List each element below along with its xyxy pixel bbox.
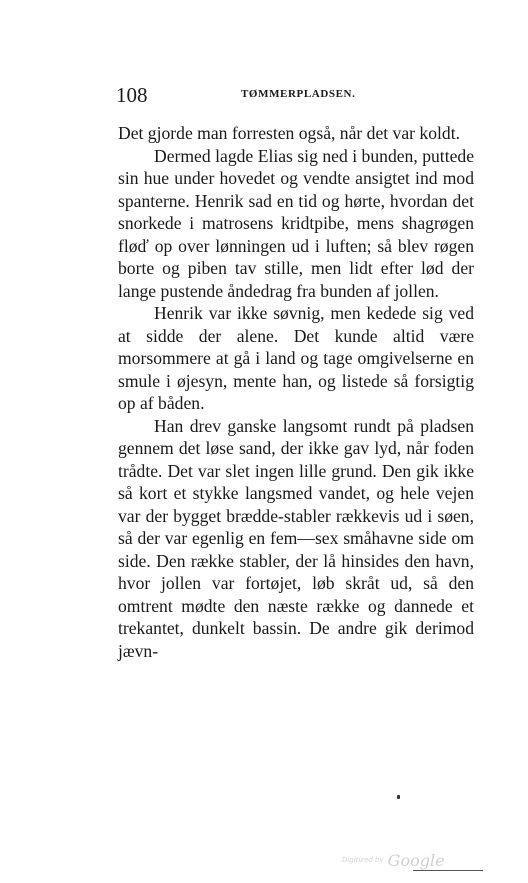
paragraph-4: Han drev ganske langsomt rundt på pladsen gennem det løse sand, der ikke gav lyd, når foden trådte. Det var slet ingen lille grund. Den gik ikke så kort et stykke langsmed vandet, og hele vejen var der bygget brædde-stabler rækkevis ud i søen, så der var egenlig en fem—sex småhavne side om side. Den række stabler, der lå hinsides den havn, hvor jollen var fortøjet, løb skråt ud, så den omtrent mødte den næste række og dannede et trekantet, dunkelt bassin. De andre gik derimod jævn- bbox=[118, 415, 474, 661]
ink-speck bbox=[397, 795, 400, 799]
digitization-watermark bbox=[342, 848, 482, 872]
google-logo: Google bbox=[387, 850, 445, 870]
running-head: TØMMERPLADSEN. bbox=[241, 88, 356, 100]
watermark-caption: Digitized by bbox=[342, 856, 384, 864]
watermark-underline bbox=[413, 870, 483, 871]
body-text bbox=[118, 122, 474, 662]
paragraph-2: Dermed lagde Elias sig ned i bunden, puttede sin hue under hovedet og vendte ansigtet ind mod spanterne. Henrik sad en tid og hørte, hvordan det snorkede i matrosens kridtpibe, mens shagrøgen fløď op over lønningen ud i luften; så blev røgen borte og piben tav stille, men lidt efter lød der lange pustende åndedrag fra bunden af jollen. bbox=[118, 145, 474, 301]
paragraph-1: Det gjorde man forresten også, når det var koldt. bbox=[118, 123, 460, 143]
paragraph-3: Henrik var ikke søvnig, men kedede sig ved at sidde der alene. Det kunde altid være morsommere at gå i land og tage omgivelserne en smule i øjesyn, mente han, og listede så forsigtig op af båden. bbox=[118, 303, 474, 413]
page-number: 108 bbox=[116, 83, 148, 107]
